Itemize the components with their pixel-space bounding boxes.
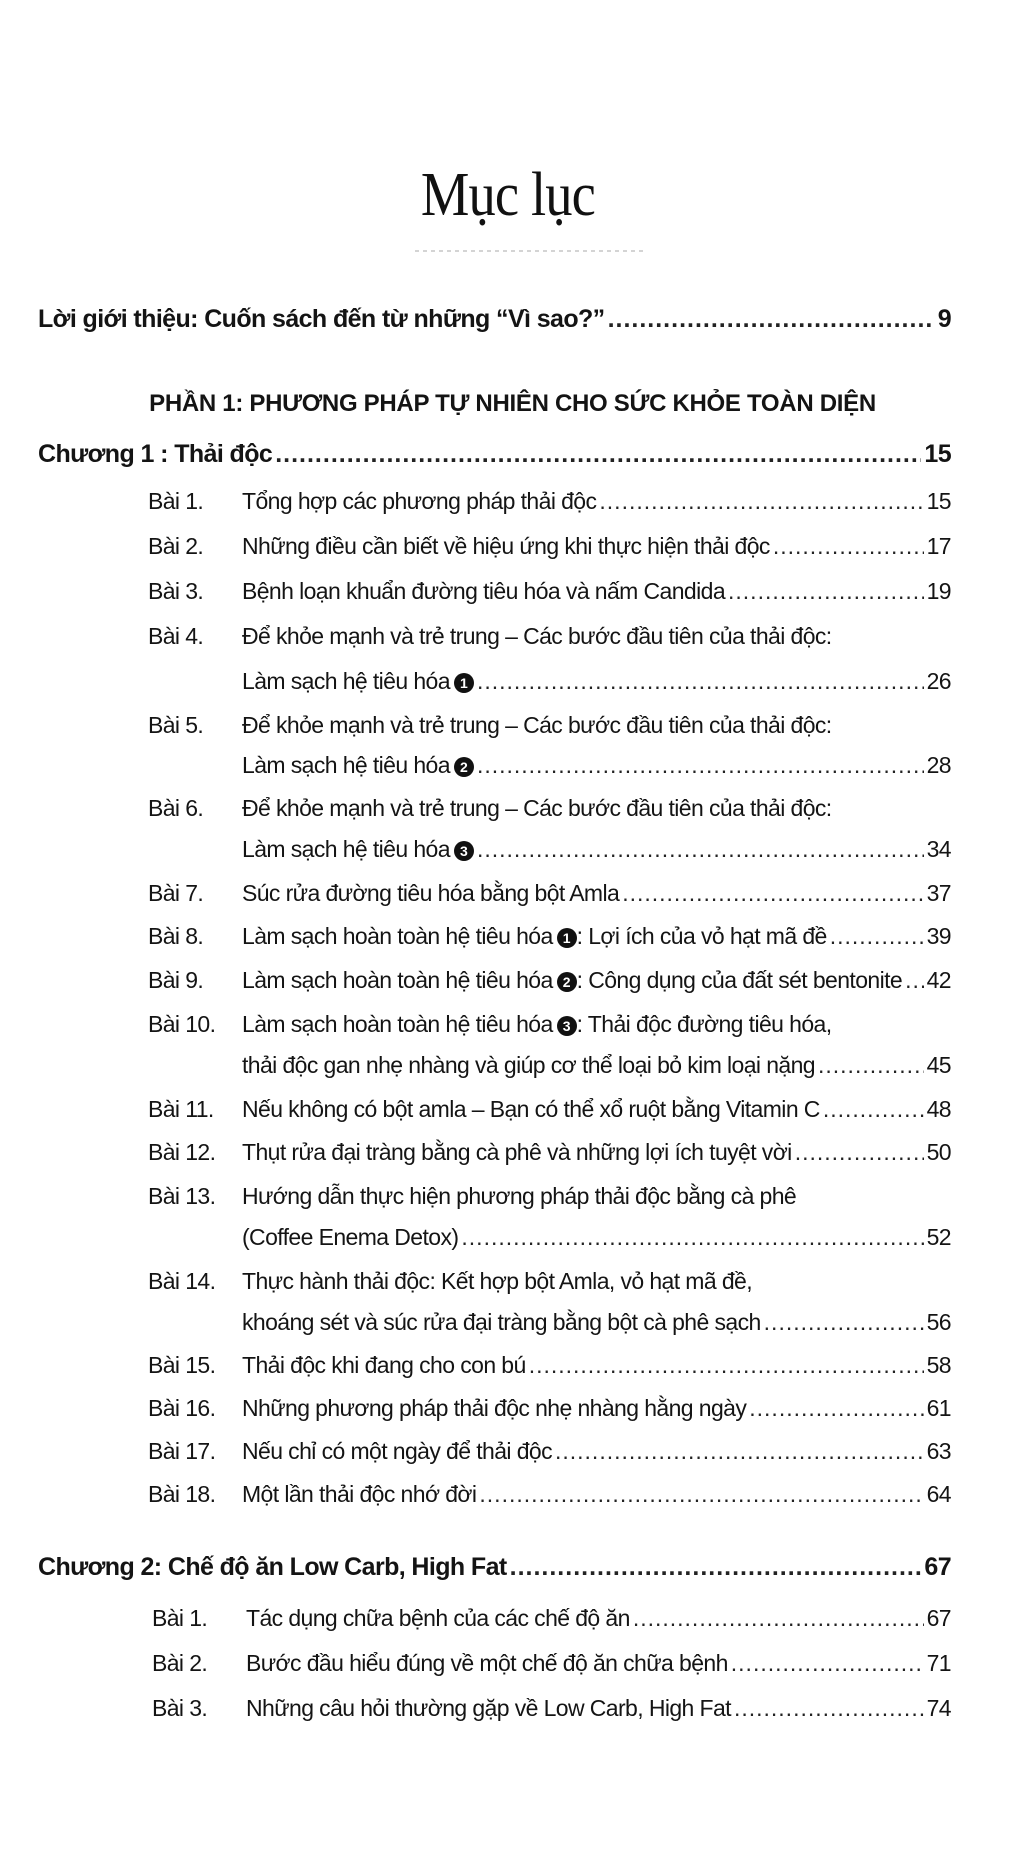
lesson-number: Bài 14.	[148, 1268, 216, 1294]
toc-entry-label: Lời giới thiệu: Cuốn sách đến từ những “Vì sao?”	[38, 305, 605, 333]
lesson-number: Bài 17.	[148, 1438, 216, 1464]
toc-page-number: 67	[926, 1605, 951, 1631]
toc-entry-lesson[interactable]	[242, 1395, 951, 1422]
toc-entry-label: Những điều cần biết về hiệu ứng khi thực hiện thải độc	[242, 533, 770, 559]
toc-entry-label: Chương 2: Chế độ ăn Low Carb, High Fat	[38, 1553, 507, 1581]
dot-leader	[749, 1395, 923, 1422]
dot-leader	[818, 1052, 924, 1079]
toc-entry-lesson[interactable]	[242, 1052, 951, 1079]
toc-page-number: 15	[924, 440, 951, 468]
dot-leader	[731, 1650, 924, 1677]
lesson-number: Bài 2.	[148, 533, 204, 559]
lesson-number: Bài 2.	[152, 1650, 208, 1676]
toc-entry-label	[242, 668, 474, 695]
dot-leader	[510, 1553, 922, 1582]
toc-page-number: 61	[926, 1395, 951, 1421]
toc-entry-lesson[interactable]	[246, 1605, 951, 1632]
toc-entry-intro[interactable]	[38, 305, 951, 334]
toc-page-number: 58	[926, 1352, 951, 1378]
toc-entry-label	[242, 923, 827, 950]
lesson-number: Bài 4.	[148, 623, 204, 649]
toc-entry-label	[242, 967, 902, 994]
toc-entry-label: Những phương pháp thải độc nhẹ nhàng hằng ngày	[242, 1395, 747, 1421]
dot-leader	[773, 533, 924, 560]
lesson-number: Bài 11.	[148, 1096, 214, 1122]
dot-leader	[529, 1352, 924, 1379]
dot-leader	[728, 578, 924, 605]
toc-entry-label: Bệnh loạn khuẩn đường tiêu hóa và nấm Candida	[242, 578, 726, 604]
dot-leader	[608, 305, 935, 334]
toc-entry-lesson[interactable]	[246, 1650, 951, 1677]
toc-page-number: 19	[926, 578, 951, 604]
lesson-number: Bài 7.	[148, 880, 204, 906]
toc-page-number: 56	[926, 1309, 951, 1335]
toc-entry-lesson[interactable]	[242, 488, 951, 515]
toc-entry-line: Để khỏe mạnh và trẻ trung – Các bước đầu tiên của thải độc:	[242, 712, 832, 738]
dot-leader	[275, 440, 921, 469]
lesson-number: Bài 1.	[152, 1605, 208, 1631]
toc-entry-text: Làm sạch hệ tiêu hóa	[242, 752, 450, 778]
dot-leader	[477, 836, 924, 863]
toc-page-number: 17	[926, 533, 951, 559]
part-heading: PHẦN 1: PHƯƠNG PHÁP TỰ NHIÊN CHO SỨC KHỎE TOÀN DIỆN	[149, 390, 876, 417]
toc-entry-lesson[interactable]	[242, 836, 951, 863]
dot-leader	[764, 1309, 924, 1336]
toc-entry-line: Để khỏe mạnh và trẻ trung – Các bước đầu tiên của thải độc:	[242, 795, 832, 821]
toc-page-number: 37	[926, 880, 951, 906]
toc-entry-text: Làm sạch hệ tiêu hóa	[242, 668, 450, 694]
dot-leader	[477, 752, 924, 779]
toc-entry-text: : Công dụng của đất sét bentonite	[576, 967, 903, 993]
lesson-number: Bài 10.	[148, 1011, 216, 1037]
dot-leader	[461, 1224, 923, 1251]
toc-entry-lesson[interactable]	[242, 1096, 951, 1123]
toc-entry-label: Súc rửa đường tiêu hóa bằng bột Amla	[242, 880, 620, 906]
dot-leader	[795, 1139, 924, 1166]
toc-entry-line: Để khỏe mạnh và trẻ trung – Các bước đầu tiên của thải độc:	[242, 623, 832, 649]
toc-entry-label: Nếu chỉ có một ngày để thải độc	[242, 1438, 552, 1464]
toc-entry-label: Chương 1 : Thải độc	[38, 440, 273, 468]
toc-page-number: 74	[926, 1695, 951, 1721]
circled-number-icon: 3	[454, 841, 474, 861]
toc-entry-lesson[interactable]	[242, 1481, 951, 1508]
circled-number-icon: 3	[557, 1016, 577, 1036]
toc-page-number: 42	[926, 967, 951, 993]
dot-leader	[830, 923, 924, 950]
dot-leader	[599, 488, 923, 515]
lesson-number: Bài 3.	[152, 1695, 208, 1721]
toc-entry-text: Làm sạch hoàn toàn hệ tiêu hóa	[242, 1011, 553, 1037]
circled-number-icon: 1	[454, 673, 474, 693]
toc-page-number: 26	[926, 668, 951, 694]
toc-page-number: 9	[937, 305, 951, 333]
lesson-number: Bài 9.	[148, 967, 204, 993]
toc-entry-label: Thải độc khi đang cho con bú	[242, 1352, 526, 1378]
lesson-number: Bài 12.	[148, 1139, 216, 1165]
toc-entry-label	[242, 836, 474, 863]
toc-page-number: 15	[926, 488, 951, 514]
toc-page-number: 52	[926, 1224, 951, 1250]
dot-leader	[734, 1695, 924, 1722]
toc-entry-lesson[interactable]	[242, 1309, 951, 1336]
title-block	[0, 160, 1015, 231]
toc-entry-lesson[interactable]	[242, 1438, 951, 1465]
toc-entry-label: Thụt rửa đại tràng bằng cà phê và những lợi ích tuyệt vời	[242, 1139, 792, 1165]
toc-entry-label: Những câu hỏi thường gặp về Low Carb, High Fat	[246, 1695, 731, 1721]
toc-entry-lesson[interactable]	[242, 1224, 951, 1251]
dot-leader	[477, 668, 924, 695]
lesson-number: Bài 6.	[148, 795, 204, 821]
toc-page-number: 28	[926, 752, 951, 778]
lesson-number: Bài 5.	[148, 712, 204, 738]
toc-entry-label: Bước đầu hiểu đúng về một chế độ ăn chữa bệnh	[246, 1650, 728, 1676]
circled-number-icon: 2	[454, 757, 474, 777]
toc-entry-line: Hướng dẫn thực hiện phương pháp thải độc bằng cà phê	[242, 1183, 797, 1209]
lesson-number: Bài 1.	[148, 488, 204, 514]
toc-entry-lesson[interactable]	[242, 1139, 951, 1166]
toc-entry-text: Làm sạch hoàn toàn hệ tiêu hóa	[242, 967, 553, 993]
toc-page-number: 71	[926, 1650, 951, 1676]
dot-leader	[555, 1438, 924, 1465]
toc-entry-label: Một lần thải độc nhớ đời	[242, 1481, 477, 1507]
toc-entry-text: : Lợi ích của vỏ hạt mã đề	[576, 923, 827, 949]
dot-leader	[479, 1481, 923, 1508]
title-ornament	[415, 250, 645, 252]
toc-entry-lesson[interactable]	[242, 578, 951, 605]
toc-entry-lesson[interactable]	[242, 533, 951, 560]
toc-entry-chapter-2[interactable]	[38, 1553, 951, 1582]
toc-page-number: 48	[926, 1096, 951, 1122]
toc-page-number: 50	[926, 1139, 951, 1165]
toc-page-number: 67	[924, 1553, 951, 1581]
circled-number-icon: 1	[557, 928, 577, 948]
toc-entry-lesson[interactable]	[242, 752, 951, 779]
toc-page-number: 64	[926, 1481, 951, 1507]
circled-number-icon: 2	[557, 972, 577, 992]
toc-entry-text: : Thải độc đường tiêu hóa,	[576, 1011, 832, 1037]
toc-entry-label: (Coffee Enema Detox)	[242, 1224, 459, 1250]
toc-entry-label: Nếu không có bột amla – Bạn có thể xổ ruột bằng Vitamin C	[242, 1096, 820, 1122]
toc-page-number: 63	[926, 1438, 951, 1464]
toc-entry-label: thải độc gan nhẹ nhàng và giúp cơ thể loại bỏ kim loại nặng	[242, 1052, 815, 1078]
lesson-number: Bài 3.	[148, 578, 204, 604]
page-title: Mục lục	[420, 161, 595, 229]
dot-leader	[823, 1096, 924, 1123]
toc-entry-lesson[interactable]	[242, 880, 951, 907]
lesson-number: Bài 15.	[148, 1352, 216, 1378]
toc-entry-label: Tác dụng chữa bệnh của các chế độ ăn	[246, 1605, 630, 1631]
toc-entry-lesson[interactable]	[246, 1695, 951, 1722]
toc-entry-label	[242, 752, 474, 779]
toc-entry-label: Tổng hợp các phương pháp thải độc	[242, 488, 597, 514]
dot-leader	[905, 967, 924, 994]
dot-leader	[622, 880, 923, 907]
lesson-number: Bài 18.	[148, 1481, 216, 1507]
toc-entry-label: khoáng sét và súc rửa đại tràng bằng bột cà phê sạch	[242, 1309, 761, 1335]
toc-page-number: 34	[926, 836, 951, 862]
toc-page-number: 45	[926, 1052, 951, 1078]
toc-entry-text: Làm sạch hoàn toàn hệ tiêu hóa	[242, 923, 553, 949]
lesson-number: Bài 13.	[148, 1183, 216, 1209]
toc-entry-lesson[interactable]	[242, 668, 951, 695]
toc-entry-lesson[interactable]	[242, 967, 951, 994]
toc-entry-chapter-1[interactable]	[38, 440, 951, 469]
toc-page-number: 39	[926, 923, 951, 949]
toc-entry-text: Làm sạch hệ tiêu hóa	[242, 836, 450, 862]
lesson-number: Bài 8.	[148, 923, 204, 949]
toc-entry-line	[242, 1011, 832, 1038]
toc-entry-lesson[interactable]	[242, 1352, 951, 1379]
dot-leader	[633, 1605, 924, 1632]
toc-entry-line: Thực hành thải độc: Kết hợp bột Amla, vỏ hạt mã đề,	[242, 1268, 753, 1294]
lesson-number: Bài 16.	[148, 1395, 216, 1421]
toc-entry-lesson[interactable]	[242, 923, 951, 950]
